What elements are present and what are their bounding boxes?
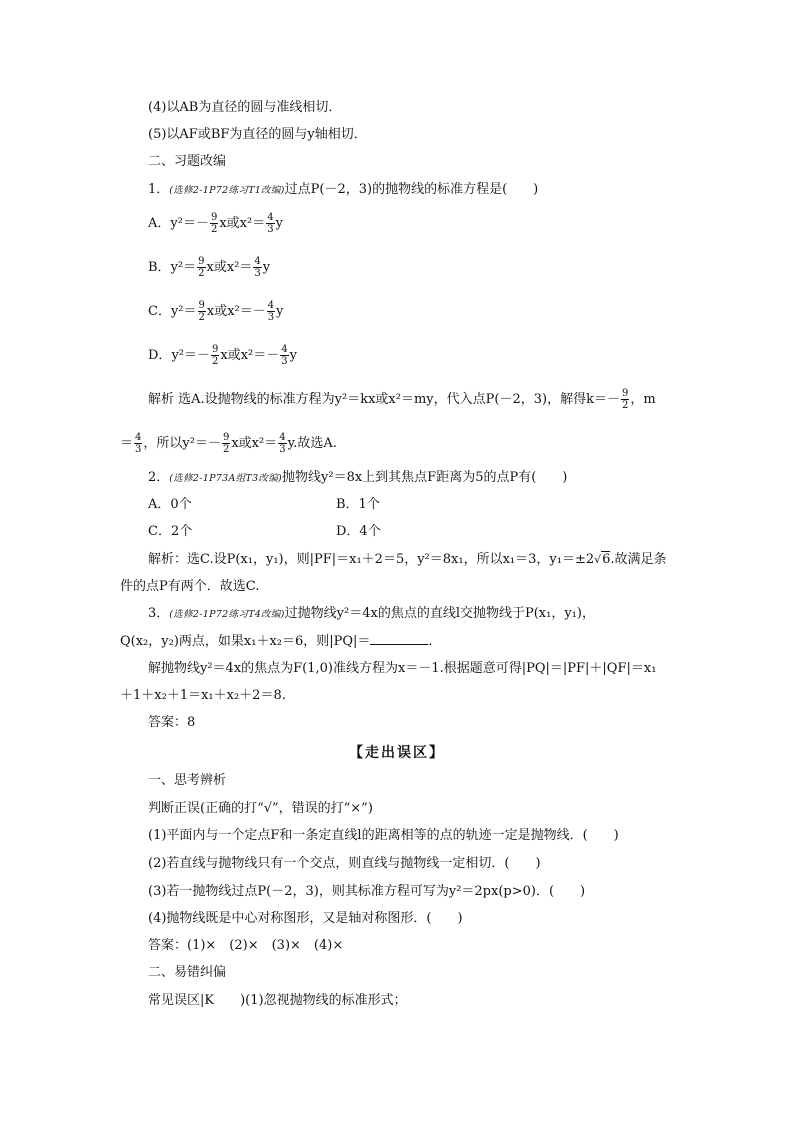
section-heading-mistakes: 【走出误区】 [349,745,445,761]
judge-item-2: (2)若直线与抛物线只有一个交点，则直线与抛物线一定相切．( ) [148,856,541,871]
property-4: (4)以AB为直径的圆与准线相切． [148,100,342,115]
question-2-option-b: B．1个 [336,497,380,512]
solution-1-line-1: 解析 选A.设抛物线的标准方程为y²＝kx或x²＝my，代入点P(－2，3)，解得k＝－ $\frac{9}{2}$ ，m [148,388,656,411]
question-1-source: (选修2-1P72练习T1改编) [169,185,285,196]
question-2-option-c: C．2个 [148,524,193,539]
judge-item-3: (3)若一抛物线过点P(－2，3)，则其标准方程可写为y²＝2px(p>0)．( ) [148,884,586,899]
solution-1-line-2: ＝ $\frac{4}{3}$ ，所以y²＝－ $\frac{9}{2}$ x或x²＝ $\frac{4}{3}$ y.故选A. [120,432,337,455]
solution-3-line-1: 解抛物线y²＝4x的焦点为F(1,0)准线方程为x＝－1.根据题意可得|PQ|＝|PF|＋|QF|＝x₁ [148,661,657,676]
question-2-option-d: D．4个 [336,524,381,539]
judge-answers: 答案：(1)× (2)× (3)× (4)× [148,938,344,953]
solution-2-line-2: 件的点P有两个．故选C. [120,579,260,594]
answer-blank [370,632,428,645]
judge-item-1: (1)平面内与一个定点F和一条定直线l的距离相等的点的轨迹一定是抛物线．( ) [148,828,619,843]
solution-2-line-1: 解析：选C.设P(x₁，y₁)，则|PF|＝x₁＋2＝5，y²＝8x₁，所以x₁＝3，y₁＝±2√6.故满足条 [148,552,667,567]
question-1-option-c: C．y²＝ $\frac{9}{2}$ x或x²＝－ $\frac{4}{3}$ y [148,300,284,323]
question-2-source: (选修2-1P73A组T3改编) [169,473,283,484]
question-3-line-2: Q(x₂，y₂)两点，如果x₁＋x₂＝6，则|PQ|＝ ． [120,634,442,649]
thinking-heading: 一、思考辨析 [148,773,227,788]
section-exercise-heading: 二、习题改编 [148,154,227,169]
question-2: 2．(选修2-1P73A组T3改编)抛物线y²＝8x上到其焦点F距离为5的点P有( ) [148,470,568,485]
errors-heading: 二、易错纠偏 [148,965,227,980]
question-3-source: (选修2-1P72练习T4改编) [169,609,285,620]
judge-instruction: 判断正误(正确的打“√”，错误的打“×”) [148,801,373,816]
common-mistakes-line: 常见误区|K )(1)忽视抛物线的标准形式； [148,993,407,1008]
solution-3-line-2: ＋1＋x₂＋1＝x₁＋x₂＋2＝8. [120,688,286,703]
question-1: 1．(选修2-1P72练习T1改编)过点P(－2，3)的抛物线的标准方程是( ) [148,182,539,197]
answer-3: 答案：8 [148,715,196,730]
question-2-option-a: A．0个 [148,497,192,512]
judge-item-4: (4)抛物线既是中心对称图形，又是轴对称图形．( ) [148,911,463,926]
property-5: (5)以AF或BF为直径的圆与y轴相切． [148,127,367,142]
question-1-option-a: A．y²＝－ $\frac{9}{2}$ x或x²＝ $\frac{4}{3}$ y [148,212,283,235]
question-1-option-d: D．y²＝－ $\frac{9}{2}$ x或x²＝－ $\frac{4}{3}$ y [148,344,298,367]
question-1-option-b: B．y²＝ $\frac{9}{2}$ x或x²＝ $\frac{4}{3}$ y [148,256,271,279]
question-3: 3．(选修2-1P72练习T4改编)过抛物线y²＝4x的焦点的直线l交抛物线于P(x₁，y₁)， [148,606,595,621]
